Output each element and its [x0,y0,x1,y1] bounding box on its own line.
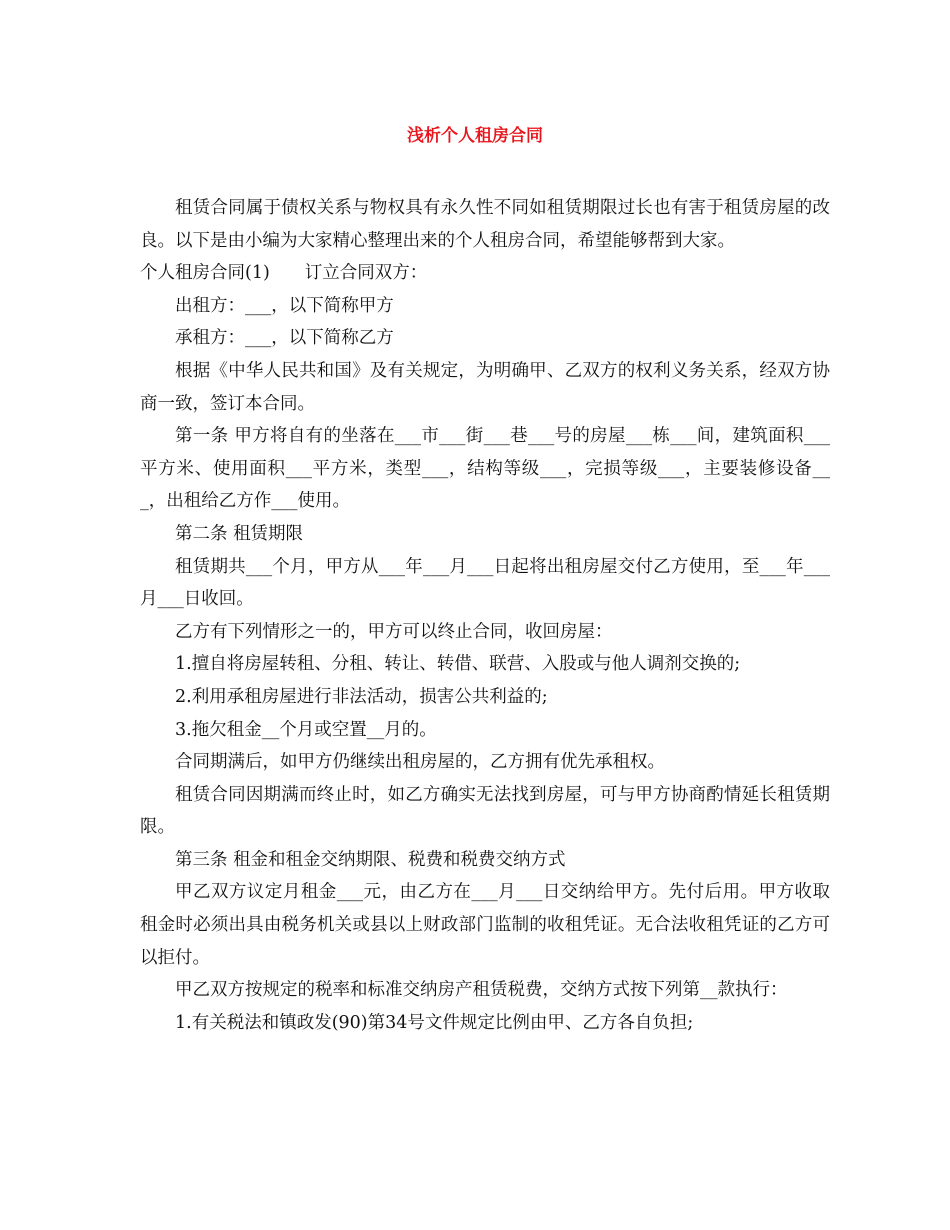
document-body [140,192,830,1039]
paragraph: 第一条 甲方将自有的坐落在___市___街___巷___号的房屋___栋___间，建筑面积___平方米、使用面积___平方米，类型___，结构等级___，完损等级___，主要装修设备___，出租给乙方作___使用。 [140,426,830,512]
paragraph: 租赁合同属于债权关系与物权具有永久性不同如租赁期限过长也有害于租赁房屋的改良。以下是由小编为大家精心整理出来的个人租房合同，希望能够帮到大家。 [140,198,830,251]
paragraph: 甲乙双方议定月租金___元，由乙方在___月___日交纳给甲方。先付后用。甲方收取租金时必须出具由税务机关或县以上财政部门监制的收租凭证。无合法收租凭证的乙方可以拒付。 [140,882,830,968]
paragraph: 出租方：___，以下简称甲方 [175,295,394,316]
paragraph: 个人租房合同(1) 订立合同双方： [140,263,428,284]
paragraph: 1.有关税法和镇政发(90)第34号文件规定比例由甲、乙方各自负担; [175,1012,694,1033]
document-title: 浅析个人租房合同 [407,126,543,146]
paragraph: 第三条 租金和租金交纳期限、税费和税费交纳方式 [175,849,566,870]
paragraph: 第二条 租赁期限 [175,523,304,544]
paragraph: 根据《中华人民共和国》及有关规定，为明确甲、乙双方的权利义务关系，经双方协商一致，签订本合同。 [140,360,830,414]
paragraph: 甲乙双方按规定的税率和标准交纳房产租赁税费，交纳方式按下列第__款执行： [175,980,788,1001]
paragraph: 2.利用承租房屋进行非法活动，损害公共利益的; [175,686,548,707]
paragraph: 合同期满后，如甲方仍继续出租房屋的，乙方拥有优先承租权。 [175,752,665,773]
paragraph: 1.擅自将房屋转租、分租、转让、转借、联营、入股或与他人调剂交换的; [175,654,741,675]
paragraph: 3.拖欠租金__个月或空置__月的。 [175,719,437,740]
paragraph: 乙方有下列情形之一的，甲方可以终止合同，收回房屋： [175,621,613,642]
paragraph: 租赁合同因期满而终止时，如乙方确实无法找到房屋，可与甲方协商酌情延长租赁期限。 [140,784,830,838]
paragraph: 租赁期共___个月，甲方从___年___月___日起将出租房屋交付乙方使用，至___年___月___日收回。 [140,556,830,610]
paragraph: 承租方：___，以下简称乙方 [175,328,394,349]
